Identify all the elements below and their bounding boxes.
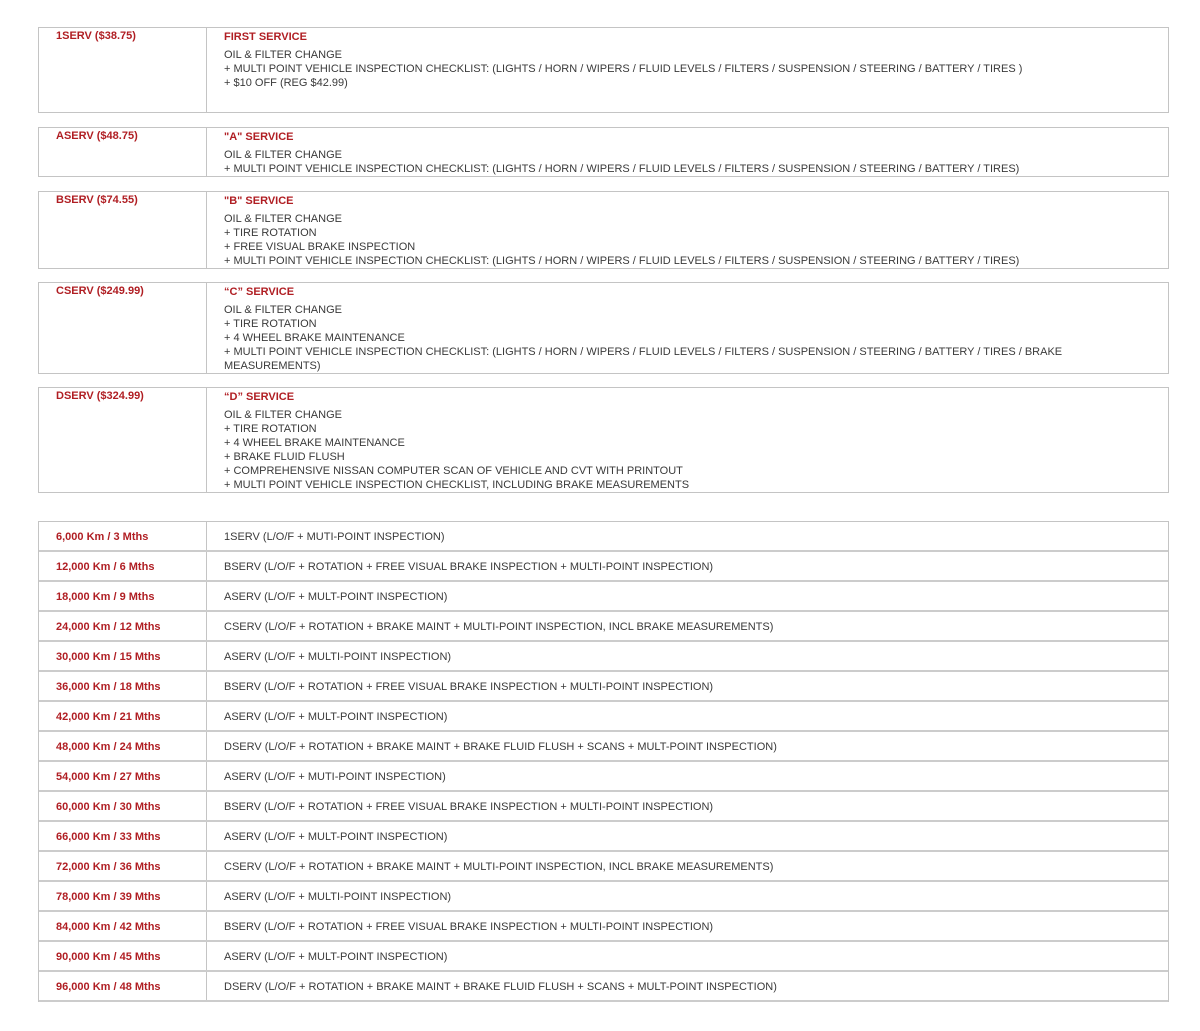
- service-title: "B" SERVICE: [224, 195, 294, 207]
- table-row: [39, 852, 1168, 882]
- service-line: + BRAKE FLUID FLUSH: [224, 451, 345, 463]
- maintenance-schedule-table: [38, 521, 1169, 1002]
- table-row: [39, 912, 1168, 942]
- service-details: [207, 283, 1168, 373]
- service-line: + 4 WHEEL BRAKE MAINTENANCE: [224, 437, 405, 449]
- table-row: [39, 822, 1168, 852]
- service-description-cell: ASERV (L/O/F + MULT-POINT INSPECTION): [224, 711, 448, 723]
- service-line: + TIRE ROTATION: [224, 423, 317, 435]
- interval-cell: 24,000 Km / 12 Mths: [39, 612, 207, 640]
- service-description-cell: DSERV (L/O/F + ROTATION + BRAKE MAINT + BRAKE FLUID FLUSH + SCANS + MULT-POINT INSPECTION): [224, 741, 777, 753]
- table-row: [39, 882, 1168, 912]
- service-line: + TIRE ROTATION: [224, 318, 317, 330]
- interval-cell: 48,000 Km / 24 Mths: [39, 732, 207, 760]
- table-row: [39, 582, 1168, 612]
- service-line: + MULTI POINT VEHICLE INSPECTION CHECKLIST: (LIGHTS / HORN / WIPERS / FLUID LEVELS / FILTERS / SUSPENSION / STEERING / BATTERY / TIRES / BRAKE MEASUREMENTS): [224, 346, 1063, 372]
- table-row: [39, 552, 1168, 582]
- service-description-cell: CSERV (L/O/F + ROTATION + BRAKE MAINT + MULTI-POINT INSPECTION, INCL BRAKE MEASUREMENTS): [224, 861, 774, 873]
- service-title: "A" SERVICE: [224, 131, 294, 143]
- service-description-cell: BSERV (L/O/F + ROTATION + FREE VISUAL BRAKE INSPECTION + MULTI-POINT INSPECTION): [224, 561, 714, 573]
- interval-cell: 60,000 Km / 30 Mths: [39, 792, 207, 820]
- service-line: OIL & FILTER CHANGE: [224, 49, 342, 61]
- service-description-cell: 1SERV (L/O/F + MUTI-POINT INSPECTION): [224, 531, 445, 543]
- table-row: [39, 762, 1168, 792]
- service-line: + MULTI POINT VEHICLE INSPECTION CHECKLIST: (LIGHTS / HORN / WIPERS / FLUID LEVELS / FILTERS / SUSPENSION / STEERING / BATTERY / TIRES): [224, 163, 1020, 175]
- service-line: + FREE VISUAL BRAKE INSPECTION: [224, 241, 416, 253]
- service-package-dserv: [38, 387, 1169, 493]
- service-details: [207, 128, 1168, 176]
- service-details: [207, 28, 1168, 112]
- service-package-cserv: [38, 282, 1169, 374]
- service-code: BSERV ($74.55): [39, 192, 207, 268]
- table-row: [39, 972, 1168, 1002]
- service-line: + MULTI POINT VEHICLE INSPECTION CHECKLIST: (LIGHTS / HORN / WIPERS / FLUID LEVELS / FILTERS / SUSPENSION / STEERING / BATTERY / TIRES): [224, 255, 1020, 267]
- service-description-cell: ASERV (L/O/F + MUTI-POINT INSPECTION): [224, 771, 446, 783]
- interval-cell: 96,000 Km / 48 Mths: [39, 972, 207, 1000]
- table-row: [39, 732, 1168, 762]
- service-code: DSERV ($324.99): [39, 388, 207, 492]
- table-row: [39, 792, 1168, 822]
- table-row: [39, 942, 1168, 972]
- service-line: + TIRE ROTATION: [224, 227, 317, 239]
- interval-cell: 30,000 Km / 15 Mths: [39, 642, 207, 670]
- service-description-cell: DSERV (L/O/F + ROTATION + BRAKE MAINT + BRAKE FLUID FLUSH + SCANS + MULT-POINT INSPECTION): [224, 981, 777, 993]
- service-description-cell: ASERV (L/O/F + MULT-POINT INSPECTION): [224, 591, 448, 603]
- service-description-cell: ASERV (L/O/F + MULTI-POINT INSPECTION): [224, 651, 452, 663]
- service-description-cell: ASERV (L/O/F + MULT-POINT INSPECTION): [224, 831, 448, 843]
- service-line: OIL & FILTER CHANGE: [224, 304, 342, 316]
- service-description-cell: BSERV (L/O/F + ROTATION + FREE VISUAL BRAKE INSPECTION + MULTI-POINT INSPECTION): [224, 681, 714, 693]
- service-title: “D” SERVICE: [224, 391, 295, 403]
- interval-cell: 18,000 Km / 9 Mths: [39, 582, 207, 610]
- service-title: “C” SERVICE: [224, 286, 295, 298]
- service-code: CSERV ($249.99): [39, 283, 207, 373]
- interval-cell: 12,000 Km / 6 Mths: [39, 552, 207, 580]
- service-title: FIRST SERVICE: [224, 31, 307, 43]
- table-row: [39, 522, 1168, 552]
- service-package-bserv: [38, 191, 1169, 269]
- service-line: OIL & FILTER CHANGE: [224, 149, 342, 161]
- service-description-cell: ASERV (L/O/F + MULTI-POINT INSPECTION): [224, 891, 452, 903]
- service-details: [207, 192, 1168, 268]
- service-description-cell: BSERV (L/O/F + ROTATION + FREE VISUAL BRAKE INSPECTION + MULTI-POINT INSPECTION): [224, 921, 714, 933]
- service-description-cell: BSERV (L/O/F + ROTATION + FREE VISUAL BRAKE INSPECTION + MULTI-POINT INSPECTION): [224, 801, 714, 813]
- service-line: OIL & FILTER CHANGE: [224, 213, 342, 225]
- service-code: 1SERV ($38.75): [39, 28, 207, 112]
- service-package-aserv: [38, 127, 1169, 177]
- interval-cell: 54,000 Km / 27 Mths: [39, 762, 207, 790]
- service-code: ASERV ($48.75): [39, 128, 207, 176]
- service-description-cell: ASERV (L/O/F + MULT-POINT INSPECTION): [224, 951, 448, 963]
- service-line: + MULTI POINT VEHICLE INSPECTION CHECKLIST: (LIGHTS / HORN / WIPERS / FLUID LEVELS / FILTERS / SUSPENSION / STEERING / BATTERY / TIRES ): [224, 63, 1023, 75]
- interval-cell: 6,000 Km / 3 Mths: [39, 522, 207, 550]
- service-line: + MULTI POINT VEHICLE INSPECTION CHECKLIST, INCLUDING BRAKE MEASUREMENTS: [224, 479, 690, 491]
- interval-cell: 42,000 Km / 21 Mths: [39, 702, 207, 730]
- service-line: + 4 WHEEL BRAKE MAINTENANCE: [224, 332, 405, 344]
- service-details: [207, 388, 1168, 492]
- service-line: + $10 OFF (REG $42.99): [224, 77, 348, 89]
- service-package-1serv: [38, 27, 1169, 113]
- interval-cell: 78,000 Km / 39 Mths: [39, 882, 207, 910]
- service-description-cell: CSERV (L/O/F + ROTATION + BRAKE MAINT + MULTI-POINT INSPECTION, INCL BRAKE MEASUREMENTS): [224, 621, 774, 633]
- table-row: [39, 672, 1168, 702]
- interval-cell: 90,000 Km / 45 Mths: [39, 942, 207, 970]
- service-line: OIL & FILTER CHANGE: [224, 409, 342, 421]
- table-row: [39, 612, 1168, 642]
- table-row: [39, 642, 1168, 672]
- interval-cell: 66,000 Km / 33 Mths: [39, 822, 207, 850]
- table-row: [39, 702, 1168, 732]
- interval-cell: 72,000 Km / 36 Mths: [39, 852, 207, 880]
- interval-cell: 84,000 Km / 42 Mths: [39, 912, 207, 940]
- service-line: + COMPREHENSIVE NISSAN COMPUTER SCAN OF VEHICLE AND CVT WITH PRINTOUT: [224, 465, 683, 477]
- interval-cell: 36,000 Km / 18 Mths: [39, 672, 207, 700]
